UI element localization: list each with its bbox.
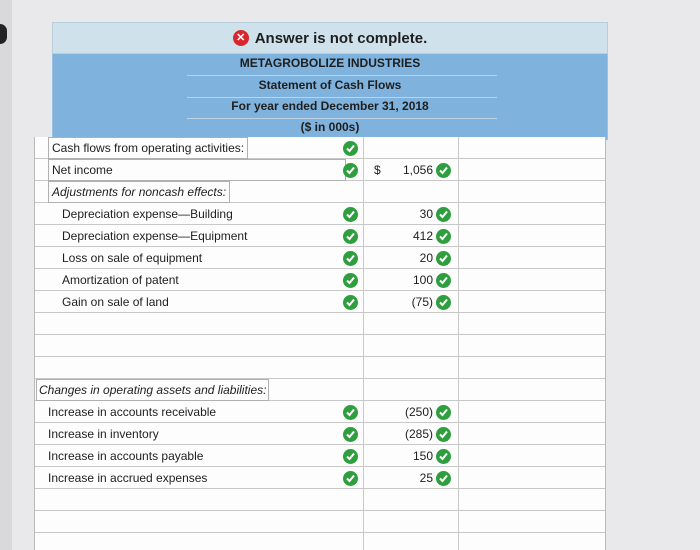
table-row (35, 379, 605, 401)
check-icon (343, 229, 358, 244)
company-name: METAGROBOLIZE INDUSTRIES (239, 56, 421, 70)
table-row (35, 401, 605, 423)
inc-inventory-label-input[interactable]: Increase in inventory (48, 427, 159, 441)
inc-accrued-label-input[interactable]: Increase in accrued expenses (48, 471, 208, 485)
inc-payable-label-input[interactable]: Increase in accounts payable (48, 449, 204, 463)
table-row (35, 247, 605, 269)
inc-accrued-value-input[interactable]: 25 (419, 471, 433, 485)
table-row (35, 291, 605, 313)
check-icon (436, 471, 451, 486)
loss-equipment-value-input[interactable]: 20 (419, 251, 433, 265)
inc-receivable-value-input[interactable]: (250) (404, 405, 433, 419)
table-row (35, 445, 605, 467)
check-icon (343, 141, 358, 156)
check-icon (436, 295, 451, 310)
table-row (35, 159, 605, 181)
check-icon (343, 427, 358, 442)
statement-units: ($ in 000s) (300, 120, 360, 134)
table-row-empty[interactable] (35, 489, 605, 511)
answer-status-banner (52, 22, 608, 54)
table-row (35, 423, 605, 445)
check-icon (436, 229, 451, 244)
inc-payable-value-input[interactable]: 150 (412, 449, 433, 463)
header-divider (187, 75, 497, 76)
check-icon (436, 449, 451, 464)
changes-header-input[interactable]: Changes in operating assets and liabilities: (36, 379, 269, 401)
gain-land-label-input[interactable]: Gain on sale of land (62, 295, 169, 309)
inc-inventory-value-input[interactable]: (285) (404, 427, 433, 441)
table-row (35, 467, 605, 489)
dep-equipment-label-input[interactable]: Depreciation expense—Equipment (62, 229, 248, 243)
dep-equipment-value-input[interactable]: 412 (412, 229, 433, 243)
header-divider (187, 97, 497, 98)
currency-symbol: $ (374, 163, 381, 177)
check-icon (436, 405, 451, 420)
loss-equipment-label-input[interactable]: Loss on sale of equipment (62, 251, 203, 265)
net-income-label-input[interactable]: Net income (48, 159, 346, 181)
amortization-value-input[interactable]: 100 (412, 273, 433, 287)
table-row (35, 269, 605, 291)
dep-building-label-input[interactable]: Depreciation expense—Building (62, 207, 233, 221)
check-icon (343, 163, 358, 178)
dep-building-value-input[interactable]: 30 (419, 207, 433, 221)
table-row-empty[interactable] (35, 313, 605, 335)
check-icon (343, 449, 358, 464)
check-icon (436, 273, 451, 288)
net-income-value-input[interactable]: 1,056 (402, 163, 433, 177)
cash-flow-table (34, 137, 606, 550)
adjustments-header-input[interactable]: Adjustments for noncash effects: (48, 181, 230, 203)
answer-status-text: Answer is not complete. (254, 29, 428, 47)
statement-period: For year ended December 31, 2018 (231, 99, 429, 113)
header-divider (187, 118, 497, 119)
amortization-label-input[interactable]: Amortization of patent (62, 273, 179, 287)
table-row (35, 181, 605, 203)
check-icon (343, 405, 358, 420)
edge-notch (0, 24, 7, 44)
operating-header-input[interactable]: Cash flows from operating activities: (48, 137, 248, 159)
table-row-empty[interactable] (35, 335, 605, 357)
table-row-empty[interactable] (35, 357, 605, 379)
check-icon (436, 251, 451, 266)
check-icon (436, 427, 451, 442)
check-icon (343, 471, 358, 486)
check-icon (343, 207, 358, 222)
table-row (35, 137, 605, 159)
check-icon (436, 207, 451, 222)
check-icon (436, 163, 451, 178)
gain-land-value-input[interactable]: (75) (411, 295, 433, 309)
table-row (35, 203, 605, 225)
check-icon (343, 295, 358, 310)
check-icon (343, 251, 358, 266)
statement-header (52, 54, 608, 140)
check-icon (343, 273, 358, 288)
table-row (35, 225, 605, 247)
table-row-empty[interactable] (35, 511, 605, 533)
statement-title: Statement of Cash Flows (258, 78, 402, 92)
inc-receivable-label-input[interactable]: Increase in accounts receivable (48, 405, 217, 419)
x-circle-icon: ✕ (233, 30, 249, 46)
window-edge (0, 0, 12, 550)
